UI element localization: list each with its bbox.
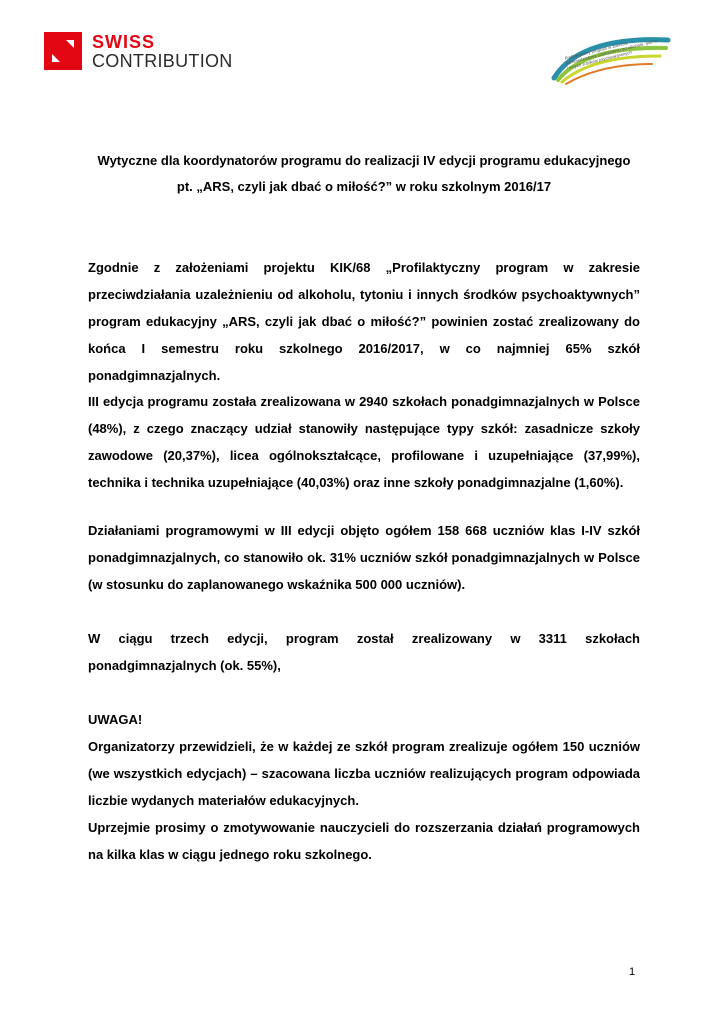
paragraph-three-editions bbox=[88, 625, 640, 679]
paragraph-three-editions-text: W ciągu trzech edycji, program został zrealizowany w 3311 szkołach ponadgimnazjalnych (ok. 55%), bbox=[88, 631, 640, 673]
paragraph-third-edition-text: III edycja programu została zrealizowana w 2940 szkołach ponadgimnazjalnych w Polsce (48%), z czego znaczący udział stanowiły następujące typy szkół: zasadnicze szkoły zawodowe (20,37%), licea ogólnokształcące, profilowane i uzupełniające (37,99%), technika i technika uzupełniające (40,03%) oraz inne szkoły ponadgimnazjalne (1,60%). bbox=[88, 394, 640, 490]
brand-line-1: SWISS bbox=[92, 31, 156, 52]
title-line-2: pt. „ARS, czyli jak dbać o miłość?” w roku szkolnym 2016/17 bbox=[176, 179, 552, 194]
swiss-cross-icon bbox=[44, 32, 82, 70]
title-line-1: Wytyczne dla koordynatorów programu do realizacji IV edycji programu edukacyjnego bbox=[97, 153, 631, 168]
program-logo-text: Profilaktyczny program w zakresie przeciwdziałania uzależnieniu od alkoholu, tytoniu i innych środków psychoaktywnych bbox=[564, 37, 659, 71]
paragraph-third-edition bbox=[88, 388, 640, 496]
program-logo bbox=[540, 26, 680, 96]
request-text: Uprzejmie prosimy o zmotywowanie nauczycieli do rozszerzania działań programowych na kilka klas w ciągu jednego roku szkolnego. bbox=[88, 820, 640, 862]
swiss-contribution-logo bbox=[44, 32, 233, 70]
warning-heading: UWAGA! bbox=[88, 712, 143, 727]
paragraph-students-text: Działaniami programowymi w III edycji objęto ogółem 158 668 uczniów klas I-IV szkół ponadgimnazjalnych, co stanowiło ok. 31% uczniów szkół ponadgimnazjalnych w Polsce (w stosunku do zaplanowanego wskaźnika 500 000 uczniów). bbox=[88, 523, 640, 592]
brand-line-2: CONTRIBUTION bbox=[92, 50, 233, 71]
paragraph-intro bbox=[88, 254, 640, 389]
document-title bbox=[88, 148, 640, 200]
warning-text: Organizatorzy przewidzieli, że w każdej ze szkół program zrealizuje ogółem 150 uczniów (we wszystkich edycjach) – szacowana liczba uczniów realizujących program odpowiada liczbie wydanych materiałów edukacyjnych. bbox=[88, 739, 640, 808]
page-number: 1 bbox=[629, 966, 636, 978]
paragraph-intro-text: Zgodnie z założeniami projektu KIK/68 „Profilaktyczny program w zakresie przeciwdziałania uzależnieniu od alkoholu, tytoniu i innych środków psychoaktywnych” program edukacyjny „ARS, czyli jak dbać o miłość?” powinien zostać zrealizowany do końca I semestru roku szkolnego 2016/2017, w co najmniej 65% szkół ponadgimnazjalnych. bbox=[88, 260, 640, 383]
warning-section bbox=[88, 706, 640, 868]
paragraph-students bbox=[88, 517, 640, 598]
